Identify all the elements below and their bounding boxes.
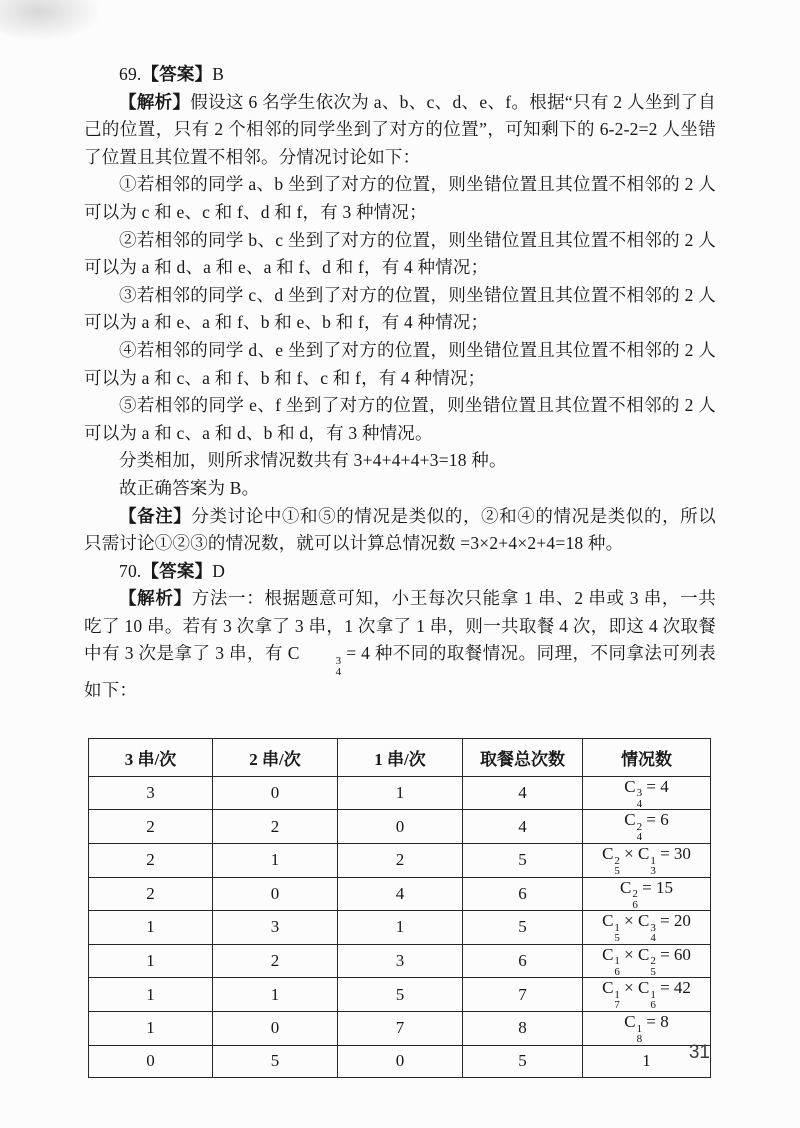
sum-line: 分类相加，则所求情况数共有 3+4+4+4+3=18 种。 bbox=[119, 450, 507, 471]
table-cell: 0 bbox=[213, 1011, 338, 1045]
table-cell: 0 bbox=[213, 877, 338, 911]
answer-line-70 bbox=[84, 558, 716, 586]
table-cell: C 1 5 × C 3 4 = 20 bbox=[583, 911, 711, 945]
table-cell: 4 bbox=[338, 877, 463, 911]
table-cell: C 2 4 = 6 bbox=[583, 810, 711, 844]
table-cell: 3 bbox=[213, 911, 338, 945]
table-cell: C 2 5 × C 1 3 = 30 bbox=[583, 843, 711, 877]
case-item: ④若相邻的同学 d、e 坐到了对方的位置，则坐错位置且其位置不相邻的 2 人可以为 a 和 c、a 和 f、b 和 f、c 和 f，有 4 种情况； bbox=[84, 339, 716, 388]
table-cell: 6 bbox=[463, 944, 583, 978]
table-row bbox=[89, 1011, 711, 1045]
analysis-label: 【解析】 bbox=[119, 588, 192, 609]
answer-value: B bbox=[212, 64, 225, 84]
table-cell: 3 bbox=[338, 944, 463, 978]
table-cell: 5 bbox=[213, 1045, 338, 1078]
page-number: 31 bbox=[688, 1042, 710, 1063]
table-header-cell: 1 串/次 bbox=[338, 738, 463, 776]
table-cell: 1 bbox=[89, 1011, 213, 1045]
table-cell: 2 bbox=[89, 877, 213, 911]
table-cell: 4 bbox=[463, 810, 583, 844]
answer-value: D bbox=[212, 560, 226, 581]
case-item: ③若相邻的同学 c、d 坐到了对方的位置，则坐错位置且其位置不相邻的 2 人可以为 a 和 e、a 和 f、b 和 e、b 和 f，有 4 种情况； bbox=[84, 284, 716, 333]
table-cell: 0 bbox=[213, 776, 338, 810]
table-header-cell: 取餐总次数 bbox=[463, 738, 583, 776]
note-paragraph bbox=[84, 503, 716, 558]
note-text: 分类讨论中①和⑤的情况是类似的，②和④的情况是类似的，所以只需讨论①②③的情况数，就可以计算总情况数 =3×2+4×2+4=18 种。 bbox=[84, 505, 716, 554]
analysis-text: 假设这 6 名学生依次为 a、b、c、d、e、f。根据“只有 2 人坐到了自己的位置，只有 2 个相邻的同学坐到了对方的位置”，可知剩下的 6-2-2=2 人坐错了位置且其位置不相邻。分情况讨论如下： bbox=[84, 91, 716, 167]
table-cell: 2 bbox=[213, 944, 338, 978]
table-cell: 1 bbox=[89, 978, 213, 1012]
table-header-cell: 3 串/次 bbox=[89, 738, 213, 776]
table-cell: 1 bbox=[213, 978, 338, 1012]
table-cell: 1 bbox=[89, 944, 213, 978]
table-cell: 0 bbox=[338, 1045, 463, 1078]
table-row bbox=[89, 978, 711, 1012]
table-cell: 1 bbox=[89, 911, 213, 945]
table-row bbox=[89, 776, 711, 810]
table-header-row bbox=[89, 738, 711, 776]
answer-label: 【答案】 bbox=[141, 560, 213, 581]
table-cell: 3 bbox=[89, 776, 213, 810]
analysis-paragraph-69 bbox=[84, 89, 716, 172]
table-cell: 2 bbox=[89, 843, 213, 877]
table-row bbox=[89, 843, 711, 877]
answer-label: 【答案】 bbox=[141, 64, 213, 84]
table-row bbox=[89, 1045, 711, 1078]
table-cell: 6 bbox=[463, 877, 583, 911]
question-number: 69. bbox=[119, 64, 142, 84]
case-item: ⑤若相邻的同学 e、f 坐到了对方的位置，则坐错位置且其位置不相邻的 2 人可以为 a 和 c、a 和 d、b 和 d，有 3 种情况。 bbox=[84, 395, 716, 443]
question-number: 70. bbox=[119, 560, 142, 581]
table-body bbox=[89, 776, 711, 1077]
table-cell: 8 bbox=[463, 1011, 583, 1045]
table-header-cell: 情况数 bbox=[583, 738, 711, 776]
table-cell: 5 bbox=[463, 1045, 583, 1078]
table-row bbox=[89, 810, 711, 844]
table-row bbox=[89, 944, 711, 978]
table-cell: 0 bbox=[338, 810, 463, 844]
table-cell: 1 bbox=[213, 843, 338, 877]
table-cell: C 1 7 × C 1 6 = 42 bbox=[583, 978, 711, 1012]
table-cell: 1 bbox=[338, 911, 463, 945]
case-item: ②若相邻的同学 b、c 坐到了对方的位置，则坐错位置且其位置不相邻的 2 人可以为 a 和 d、a 和 e、a 和 f、d 和 f，有 4 种情况； bbox=[84, 229, 716, 278]
table-cell: 1 bbox=[338, 776, 463, 810]
table-cell: C 1 8 = 8 bbox=[583, 1011, 711, 1045]
table-cell: 7 bbox=[463, 978, 583, 1012]
table-cell: 5 bbox=[338, 978, 463, 1012]
note-label: 【备注】 bbox=[119, 505, 192, 526]
table-cell: C 3 4 = 4 bbox=[583, 776, 711, 810]
table-cell: 1 bbox=[583, 1045, 711, 1078]
table-row bbox=[89, 911, 711, 945]
question-69-section bbox=[84, 61, 716, 558]
table-header-cell: 2 串/次 bbox=[213, 738, 338, 776]
table-cell: 5 bbox=[463, 843, 583, 877]
analysis-label: 【解析】 bbox=[119, 91, 191, 112]
conclusion-line: 故正确答案为 B。 bbox=[119, 477, 260, 498]
question-70-section bbox=[84, 558, 716, 1078]
case-item: ①若相邻的同学 a、b 坐到了对方的位置，则坐错位置且其位置不相邻的 2 人可以为 c 和 e、c 和 f、d 和 f，有 3 种情况； bbox=[84, 174, 716, 222]
table-cell: C 1 6 × C 2 5 = 60 bbox=[583, 944, 711, 978]
case-list bbox=[84, 171, 716, 447]
combinations-table bbox=[88, 738, 711, 1078]
analysis-text: 方法一：根据题意可知，小王每次只能拿 1 串、2 串或 3 串，一共吃了 10 串。若有 3 次拿了 3 串，1 次拿了 1 串，则一共取餐 4 次，即这 4 次取餐中有 3 次是拿了 3 串，有 C 3 4 = 4 种不同的取餐情况。同理，不同拿法可列表如下： bbox=[84, 588, 716, 701]
table-cell: 2 bbox=[89, 810, 213, 844]
table-cell: 7 bbox=[338, 1011, 463, 1045]
table-cell: 0 bbox=[89, 1045, 213, 1078]
table-cell: 5 bbox=[463, 911, 583, 945]
analysis-paragraph-70 bbox=[84, 585, 716, 704]
table-row bbox=[89, 877, 711, 911]
table-cell: 2 bbox=[338, 843, 463, 877]
answer-line-69 bbox=[84, 61, 716, 89]
table-head bbox=[89, 738, 711, 776]
table-cell: C 2 6 = 15 bbox=[583, 877, 711, 911]
table-cell: 4 bbox=[463, 776, 583, 810]
table-cell: 2 bbox=[213, 810, 338, 844]
